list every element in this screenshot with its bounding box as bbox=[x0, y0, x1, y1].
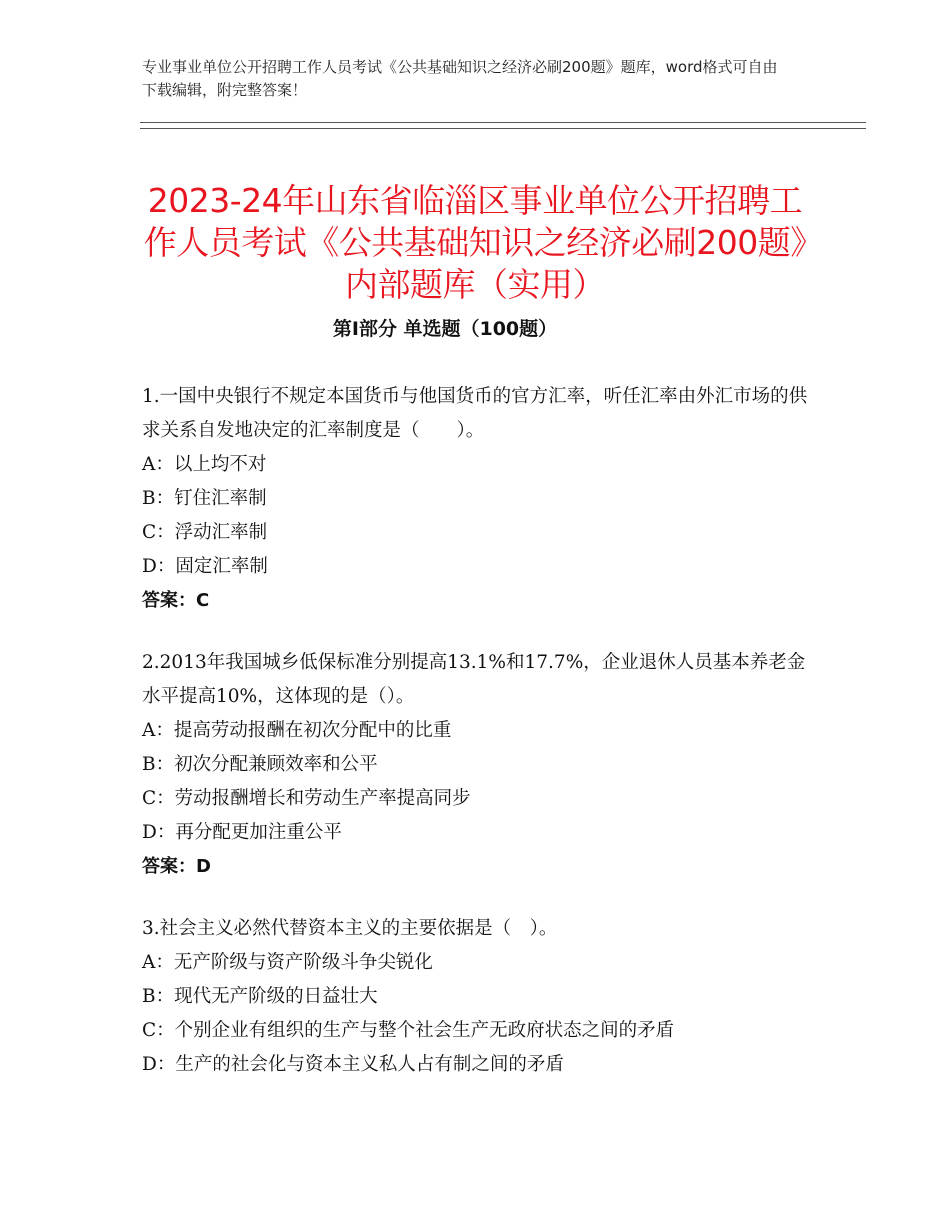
document-title: 2023-24年山东省临淄区事业单位公开招聘工作人员考试《公共基础知识之经济必刷200题》内部题库（实用） bbox=[143, 181, 807, 305]
option-c: C：浮动汇率制 bbox=[142, 522, 268, 543]
question-2 bbox=[142, 646, 822, 884]
option-c: C：劳动报酬增长和劳动生产率提高同步 bbox=[142, 788, 471, 809]
option-c: C：个别企业有组织的生产与整个社会生产无政府状态之间的矛盾 bbox=[142, 1020, 675, 1041]
option-b: B：现代无产阶级的日益壮大 bbox=[142, 986, 378, 1007]
option-d: D：再分配更加注重公平 bbox=[142, 822, 342, 843]
header-rule-top bbox=[140, 122, 866, 123]
option-a: A：无产阶级与资产阶级斗争尖锐化 bbox=[142, 952, 433, 973]
question-stem: 1.一国中央银行不规定本国货币与他国货币的官方汇率，听任汇率由外汇市场的供求关系自发地决定的汇率制度是（ ）。 bbox=[142, 386, 808, 441]
answer: 答案：D bbox=[142, 856, 211, 877]
option-d: D：生产的社会化与资本主义私人占有制之间的矛盾 bbox=[142, 1054, 564, 1075]
question-stem: 3.社会主义必然代替资本主义的主要依据是（ ）。 bbox=[142, 918, 558, 939]
question-list bbox=[142, 380, 822, 1110]
question-stem: 2.2013年我国城乡低保标准分别提高13.1%和17.7%，企业退休人员基本养老金水平提高10%，这体现的是（）。 bbox=[142, 652, 806, 707]
option-d: D：固定汇率制 bbox=[142, 556, 268, 577]
question-3 bbox=[142, 912, 822, 1082]
option-a: A：以上均不对 bbox=[142, 454, 267, 475]
option-b: B：钉住汇率制 bbox=[142, 488, 267, 509]
section-title: 第Ⅰ部分 单选题（100题） bbox=[332, 318, 558, 340]
answer: 答案：C bbox=[142, 590, 210, 611]
option-b: B：初次分配兼顾效率和公平 bbox=[142, 754, 378, 775]
header-rule-bottom bbox=[140, 128, 866, 129]
header-note: 专业事业单位公开招聘工作人员考试《公共基础知识之经济必刷200题》题库，word格式可自由下载编辑，附完整答案！ bbox=[142, 58, 778, 99]
option-a: A：提高劳动报酬在初次分配中的比重 bbox=[142, 720, 452, 741]
question-1 bbox=[142, 380, 822, 618]
